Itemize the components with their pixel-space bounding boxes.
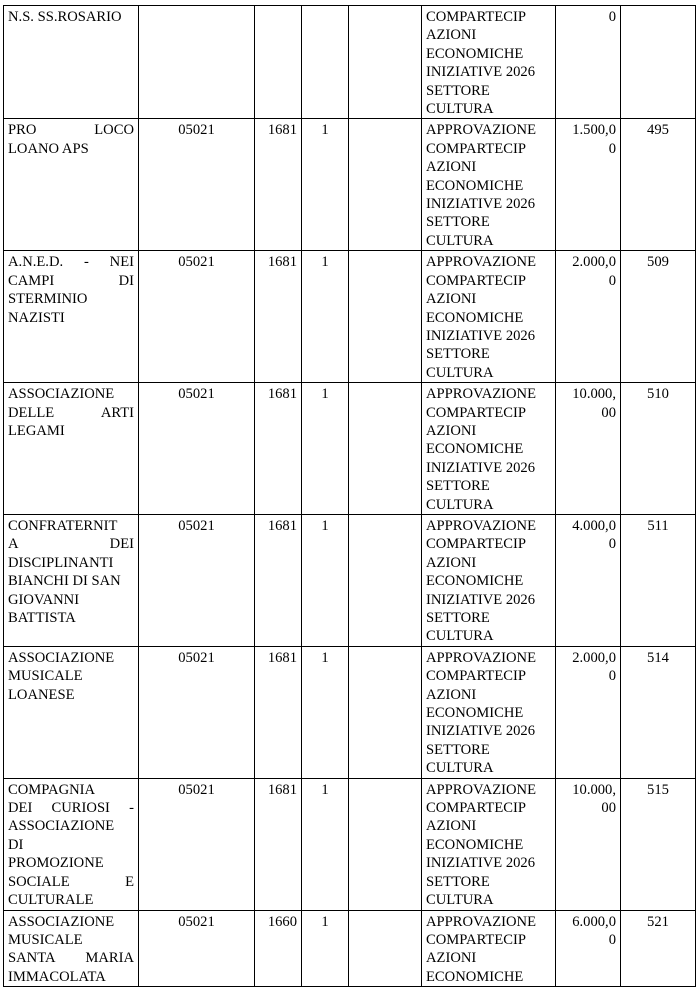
- number-cell: 511: [621, 514, 696, 646]
- description-line: CULTURA: [426, 760, 494, 777]
- amount-cell: [556, 514, 621, 646]
- number-cell: 495: [621, 119, 696, 251]
- empty-cell: [349, 646, 422, 778]
- description-line: INIZIATIVE 2026: [426, 64, 536, 81]
- code-cell: [139, 6, 255, 119]
- description-line: SETTORE: [426, 214, 490, 231]
- description-line: COMPARTECIP: [426, 404, 526, 421]
- description-line: CULTURA: [426, 496, 494, 513]
- amount-line: 4.000,0: [572, 517, 616, 534]
- amount-line: 00: [601, 404, 616, 421]
- beneficiary-name-line: DELLE ARTI: [8, 404, 134, 421]
- empty-cell: [349, 778, 422, 910]
- empty-cell: [349, 119, 422, 251]
- description-cell: [422, 6, 556, 119]
- article-cell: 1: [302, 646, 349, 778]
- beneficiary-name-line: COMPAGNIA: [8, 781, 96, 798]
- description-cell: [422, 910, 556, 987]
- beneficiary-name-line: LOANO APS: [8, 140, 89, 157]
- beneficiary-name-line: MUSICALE: [8, 931, 83, 948]
- description-line: ECONOMICHE: [426, 705, 524, 722]
- number-cell: 510: [621, 383, 696, 515]
- payments-table: [3, 5, 696, 987]
- amount-cell: [556, 778, 621, 910]
- table-row: [4, 514, 696, 646]
- description-line: SETTORE: [426, 610, 490, 626]
- description-line: ECONOMICHE: [426, 836, 524, 853]
- amount-line: 00: [601, 800, 616, 817]
- description-line: INIZIATIVE 2026: [426, 855, 536, 872]
- beneficiary-name-line: N.S. SS.ROSARIO: [8, 9, 122, 25]
- beneficiary-name-line: CONFRATERNIT: [8, 517, 118, 534]
- description-cell: [422, 514, 556, 646]
- amount-line: 6.000,0: [572, 913, 616, 930]
- code-cell: 05021: [139, 910, 255, 987]
- number-cell: 521: [621, 910, 696, 987]
- description-line: APPROVAZIONE: [426, 386, 537, 403]
- description-line: CULTURA: [426, 101, 494, 118]
- table-row: [4, 646, 696, 778]
- empty-cell: [349, 251, 422, 383]
- beneficiary-name-line: A.N.E.D. - NEI: [8, 254, 134, 271]
- table-row: [4, 910, 696, 987]
- beneficiary-cell: [4, 6, 139, 119]
- number-cell: [621, 6, 696, 119]
- beneficiary-cell: [4, 910, 139, 987]
- amount-cell: [556, 383, 621, 515]
- number-cell: 515: [621, 778, 696, 910]
- amount-cell: [556, 6, 621, 119]
- amount-line: 0: [608, 668, 616, 685]
- description-line: AZIONI: [426, 291, 477, 308]
- empty-cell: [349, 910, 422, 987]
- description-line: AZIONI: [426, 422, 477, 439]
- article-cell: 1: [302, 383, 349, 515]
- description-line: APPROVAZIONE: [426, 254, 537, 271]
- article-cell: 1: [302, 778, 349, 910]
- article-cell: [302, 6, 349, 119]
- table-row: [4, 119, 696, 251]
- table-row: [4, 251, 696, 383]
- beneficiary-name-line: MUSICALE: [8, 668, 83, 685]
- chapter-cell: 1681: [255, 514, 302, 646]
- description-line: AZIONI: [426, 554, 477, 571]
- code-cell: 05021: [139, 383, 255, 515]
- description-line: APPROVAZIONE: [426, 649, 537, 666]
- table-row: [4, 778, 696, 910]
- description-cell: [422, 778, 556, 910]
- chapter-cell: 1681: [255, 778, 302, 910]
- description-line: SETTORE: [426, 873, 490, 890]
- description-cell: [422, 646, 556, 778]
- amount-line: 0: [608, 931, 616, 948]
- beneficiary-name-line: A DEI: [8, 536, 134, 553]
- amount-line: 0: [608, 536, 616, 553]
- description-line: INIZIATIVE 2026: [426, 723, 536, 740]
- description-line: SETTORE: [426, 478, 490, 495]
- description-line: INIZIATIVE 2026: [426, 196, 536, 213]
- description-line: SETTORE: [426, 346, 490, 363]
- chapter-cell: [255, 6, 302, 119]
- beneficiary-name-line: ASSOCIAZIONE: [8, 649, 115, 666]
- description-line: INIZIATIVE 2026: [426, 327, 536, 344]
- description-line: CULTURA: [426, 232, 494, 249]
- code-cell: 05021: [139, 646, 255, 778]
- code-cell: 05021: [139, 119, 255, 251]
- beneficiary-name-line: ASSOCIAZIONE: [8, 386, 115, 403]
- beneficiary-name-line: CULTURALE: [8, 892, 94, 909]
- description-line: SETTORE: [426, 741, 490, 758]
- description-line: INIZIATIVE 2026: [426, 591, 536, 608]
- description-line: COMPARTECIP: [426, 9, 526, 25]
- description-line: COMPARTECIP: [426, 668, 526, 685]
- description-cell: [422, 383, 556, 515]
- beneficiary-name-line: PRO LOCO: [8, 122, 134, 139]
- empty-cell: [349, 6, 422, 119]
- beneficiary-cell: [4, 514, 139, 646]
- empty-cell: [349, 514, 422, 646]
- article-cell: 1: [302, 514, 349, 646]
- description-line: COMPARTECIP: [426, 272, 526, 289]
- description-line: APPROVAZIONE: [426, 517, 537, 534]
- beneficiary-name-line: LOANESE: [8, 686, 75, 703]
- chapter-cell: 1681: [255, 119, 302, 251]
- description-line: AZIONI: [426, 686, 477, 703]
- beneficiary-name-line: NAZISTI: [8, 309, 65, 326]
- description-line: APPROVAZIONE: [426, 122, 537, 139]
- description-line: COMPARTECIP: [426, 800, 526, 817]
- beneficiary-name-line: BATTISTA: [8, 610, 76, 626]
- beneficiary-cell: [4, 251, 139, 383]
- amount-cell: [556, 251, 621, 383]
- chapter-cell: 1660: [255, 910, 302, 987]
- description-line: ECONOMICHE: [426, 177, 524, 194]
- description-line: CULTURA: [426, 364, 494, 381]
- description-line: ECONOMICHE: [426, 968, 524, 985]
- code-cell: 05021: [139, 251, 255, 383]
- beneficiary-name-line: GIOVANNI: [8, 591, 80, 608]
- beneficiary-cell: [4, 383, 139, 515]
- beneficiary-name-line: DEI CURIOSI -: [8, 800, 134, 817]
- description-line: APPROVAZIONE: [426, 913, 537, 930]
- table-body: [4, 6, 696, 987]
- beneficiary-name-line: ASSOCIAZIONE: [8, 913, 115, 930]
- beneficiary-name-line: IMMACOLATA: [8, 968, 106, 985]
- beneficiary-cell: [4, 119, 139, 251]
- beneficiary-name-line: DI: [8, 836, 24, 853]
- chapter-cell: 1681: [255, 383, 302, 515]
- amount-cell: [556, 646, 621, 778]
- description-line: CULTURA: [426, 892, 494, 909]
- amount-line: 10.000,: [572, 781, 616, 798]
- description-line: INIZIATIVE 2026: [426, 459, 536, 476]
- beneficiary-cell: [4, 778, 139, 910]
- description-line: AZIONI: [426, 159, 477, 176]
- description-line: AZIONI: [426, 27, 477, 44]
- empty-cell: [349, 383, 422, 515]
- description-line: COMPARTECIP: [426, 140, 526, 157]
- amount-line: 0: [608, 9, 616, 25]
- code-cell: 05021: [139, 778, 255, 910]
- amount-line: 10.000,: [572, 386, 616, 403]
- description-line: CULTURA: [426, 628, 494, 645]
- description-line: APPROVAZIONE: [426, 781, 537, 798]
- amount-line: 0: [608, 140, 616, 157]
- article-cell: 1: [302, 119, 349, 251]
- amount-line: 2.000,0: [572, 649, 616, 666]
- beneficiary-name-line: CAMPI DI: [8, 272, 134, 289]
- description-line: COMPARTECIP: [426, 931, 526, 948]
- article-cell: 1: [302, 251, 349, 383]
- beneficiary-name-line: DISCIPLINANTI: [8, 554, 114, 571]
- beneficiary-name-line: LEGAMI: [8, 422, 65, 439]
- amount-line: 2.000,0: [572, 254, 616, 271]
- table-row: [4, 6, 696, 119]
- code-cell: 05021: [139, 514, 255, 646]
- beneficiary-name-line: PROMOZIONE: [8, 855, 104, 872]
- description-line: ECONOMICHE: [426, 45, 524, 62]
- beneficiary-name-line: STERMINIO: [8, 291, 88, 308]
- number-cell: 514: [621, 646, 696, 778]
- description-line: ECONOMICHE: [426, 309, 524, 326]
- beneficiary-name-line: BIANCHI DI SAN: [8, 573, 121, 590]
- description-line: ECONOMICHE: [426, 573, 524, 590]
- beneficiary-cell: [4, 646, 139, 778]
- description-line: SETTORE: [426, 82, 490, 99]
- article-cell: 1: [302, 910, 349, 987]
- chapter-cell: 1681: [255, 646, 302, 778]
- number-cell: 509: [621, 251, 696, 383]
- description-line: AZIONI: [426, 950, 477, 967]
- chapter-cell: 1681: [255, 251, 302, 383]
- description-line: AZIONI: [426, 818, 477, 835]
- description-cell: [422, 119, 556, 251]
- amount-cell: [556, 119, 621, 251]
- beneficiary-name-line: ASSOCIAZIONE: [8, 818, 115, 835]
- amount-line: 1.500,0: [572, 122, 616, 139]
- beneficiary-name-line: SANTA MARIA: [8, 950, 134, 967]
- amount-line: 0: [608, 272, 616, 289]
- amount-cell: [556, 910, 621, 987]
- description-cell: [422, 251, 556, 383]
- description-line: ECONOMICHE: [426, 441, 524, 458]
- beneficiary-name-line: SOCIALE E: [8, 873, 134, 890]
- table-row: [4, 383, 696, 515]
- description-line: COMPARTECIP: [426, 536, 526, 553]
